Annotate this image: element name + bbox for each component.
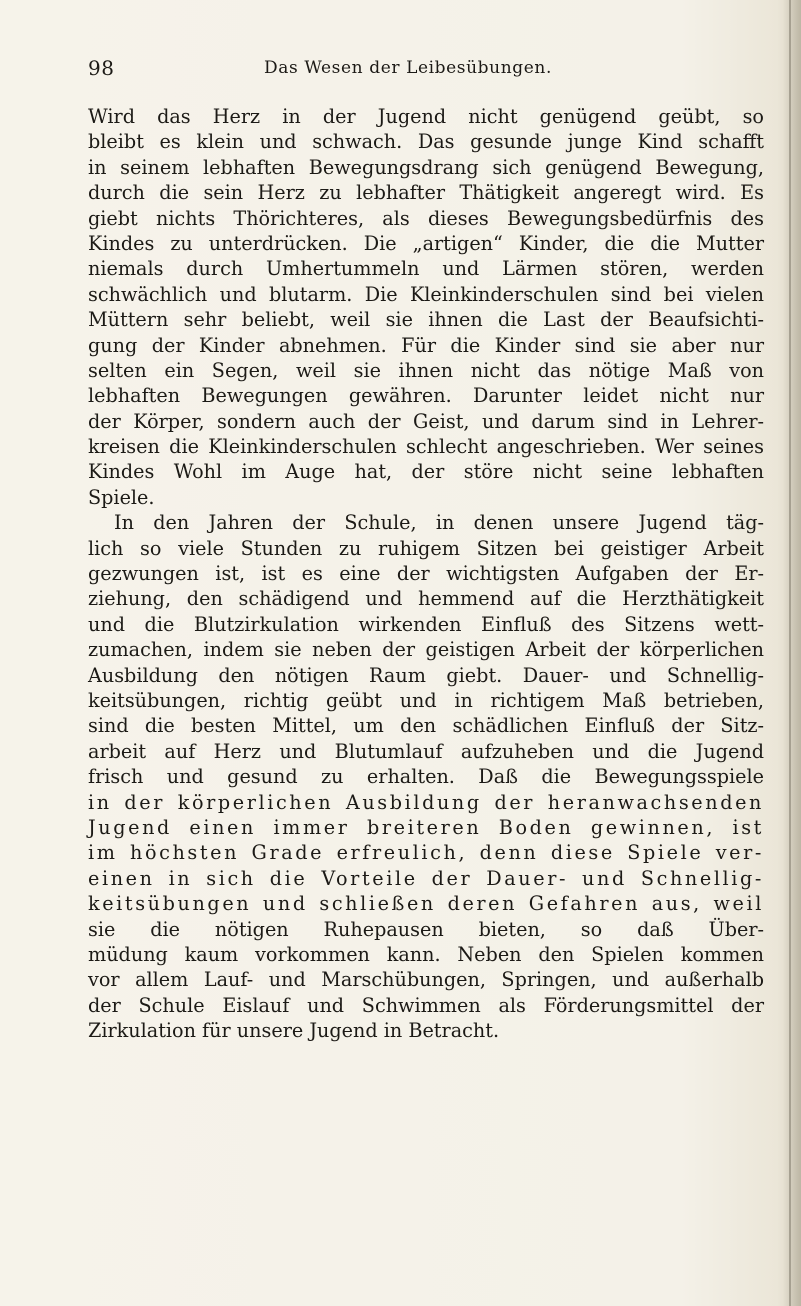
text-line: ziehung, den schädigend und hemmend auf die Herzthätigkeit — [88, 587, 764, 611]
text-line: arbeit auf Herz und Blutumlauf aufzuheben und die Jugend — [88, 739, 764, 763]
text-line: selten ein Segen, weil sie ihnen nicht das nötige Maß von — [88, 358, 764, 382]
page-edge-line — [789, 0, 791, 1306]
text-line: schwächlich und blutarm. Die Kleinkinderschulen sind bei vielen — [88, 282, 764, 306]
body-text — [88, 104, 764, 1043]
text-line: sie die nötigen Ruhepausen bieten, so daß Über- — [88, 917, 764, 941]
running-head — [88, 56, 728, 84]
text-line: und die Blutzirkulation wirkenden Einfluß des Sitzens wett- — [88, 612, 764, 636]
text-line: lich so viele Stunden zu ruhigem Sitzen bei geistiger Arbeit — [88, 536, 764, 560]
paragraph-end-line: Spiele. — [88, 485, 155, 509]
text-line: der Körper, sondern auch der Geist, und darum sind in Lehrer- — [88, 409, 764, 433]
page-edge-shadow — [783, 0, 801, 1306]
text-line: vor allem Lauf- und Marschübungen, Springen, und außerhalb — [88, 968, 764, 992]
text-line: müdung kaum vorkommen kann. Neben den Spielen kommen — [88, 942, 764, 966]
text-line-spaced: keitsübungen und schließen deren Gefahren aus, weil — [88, 892, 764, 916]
text-line-spaced: im höchsten Grade erfreulich, denn diese Spiele ver- — [88, 841, 764, 865]
paragraph-end-line: Zirkulation für unsere Jugend in Betracht. — [88, 1019, 500, 1043]
text-line: gung der Kinder abnehmen. Für die Kinder sind sie aber nur — [88, 333, 764, 357]
running-title: Das Wesen der Leibesübungen. — [264, 58, 552, 78]
text-line-spaced: in der körperlichen Ausbildung der heranwachsenden — [88, 790, 764, 814]
text-line: Wird das Herz in der Jugend nicht genügend geübt, so — [88, 105, 764, 128]
text-line: sind die besten Mittel, um den schädlichen Einfluß der Sitz- — [88, 714, 764, 738]
text-line: niemals durch Umhertummeln und Lärmen stören, werden — [88, 257, 764, 281]
text-line: durch die sein Herz zu lebhafter Thätigkeit angeregt wird. Es — [88, 181, 764, 205]
text-line-spaced: einen in sich die Vorteile der Dauer- und Schnellig- — [88, 866, 764, 890]
text-line: zumachen, indem sie neben der geistigen Arbeit der körperlichen — [88, 638, 764, 662]
text-line: Kindes Wohl im Auge hat, der störe nicht seine lebhaften — [88, 460, 764, 484]
text-line: frisch und gesund zu erhalten. Daß die Bewegungsspiele — [88, 765, 764, 789]
text-line: Ausbildung den nötigen Raum giebt. Dauer- und Schnellig- — [88, 663, 764, 687]
text-line: kreisen die Kleinkinderschulen schlecht angeschrieben. Wer seines — [88, 435, 764, 459]
text-line: giebt nichts Thörichteres, als dieses Bewegungsbedürfnis des — [88, 206, 764, 230]
page-number: 98 — [88, 56, 115, 80]
text-line: Kindes zu unterdrücken. Die „artigen“ Kinder, die die Mutter — [88, 231, 764, 255]
text-line: Müttern sehr beliebt, weil sie ihnen die Last der Beaufsichti- — [88, 308, 764, 332]
text-line: keitsübungen, richtig geübt und in richtigem Maß betrieben, — [88, 688, 764, 712]
text-line: bleibt es klein und schwach. Das gesunde junge Kind schafft — [88, 130, 764, 154]
paragraph-start-line: In den Jahren der Schule, in denen unsere Jugend täg- — [114, 511, 764, 535]
text-line: in seinem lebhaften Bewegungsdrang sich genügend Bewegung, — [88, 155, 764, 179]
text-line: lebhaften Bewegungen gewähren. Darunter leidet nicht nur — [88, 384, 764, 408]
text-line: gezwungen ist, ist es eine der wichtigsten Aufgaben der Er- — [88, 562, 764, 586]
text-line: der Schule Eislauf und Schwimmen als Förderungsmittel der — [88, 993, 764, 1017]
text-line-spaced: Jugend einen immer breiteren Boden gewinnen, ist — [88, 815, 764, 839]
